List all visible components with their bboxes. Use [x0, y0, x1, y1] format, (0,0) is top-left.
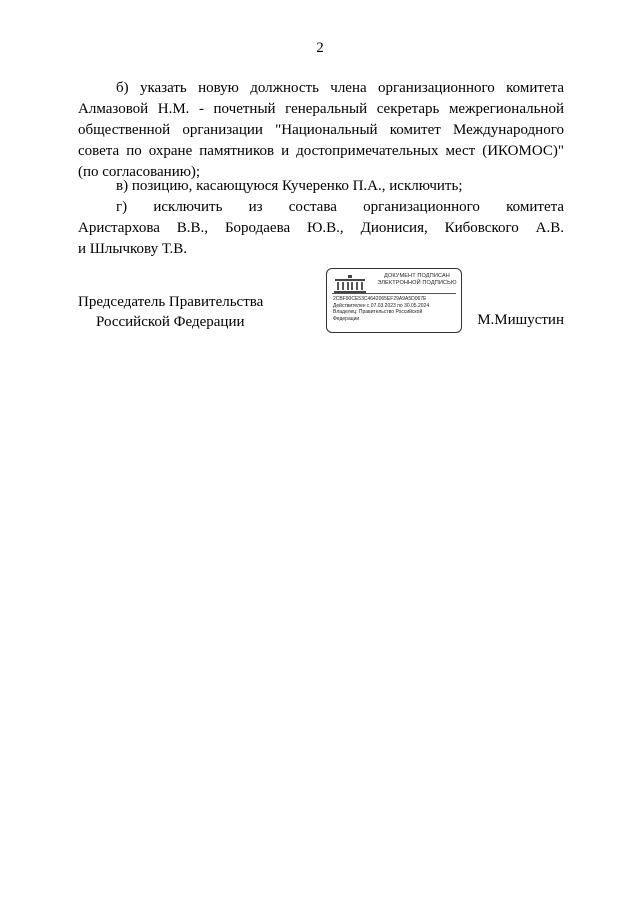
- page-number: 2: [316, 40, 324, 56]
- government-building-icon: [333, 274, 367, 294]
- paragraph-b: б) указать новую должность члена организационного комитета Алмазовой Н.М. - почетный генеральный секретарь межрегиональной общественной организации "Национальный комитет Международного совета по охране памятников и достопримечательных мест (ИКОМОС)" (по согласованию);: [78, 80, 564, 180]
- paragraph-v: в) позицию, касающуюся Кучеренко П.А., исключить;: [116, 178, 463, 194]
- stamp-owner-line1: Владелец: Правительство Российской: [333, 309, 423, 315]
- signatory-name: М.Мишустин: [477, 312, 564, 328]
- position-line2: Российской Федерации: [96, 314, 245, 330]
- paragraph-g-line1: г) исключить из состава организационного комитета: [116, 199, 564, 215]
- paragraph-g-line2: Аристархова В.В., Бородаева Ю.В., Дионисия, Кибовского А.В.: [78, 220, 564, 236]
- position-line1: Председатель Правительства: [78, 294, 264, 310]
- stamp-details: [333, 296, 429, 322]
- stamp-title-line2: ЭЛЕКТРОННОЙ ПОДПИСЬЮ: [377, 280, 457, 286]
- paragraph-g-line3: и Шлычкову Т.В.: [78, 241, 188, 257]
- stamp-title: [373, 273, 461, 287]
- signatory-position: [78, 292, 263, 332]
- electronic-signature-stamp: [326, 268, 462, 333]
- stamp-certificate: 2CBF90CE53C4642065EF29A9A5D067E: [333, 296, 427, 302]
- stamp-owner-line2: Федерации: [333, 315, 360, 322]
- stamp-divider: [332, 293, 456, 294]
- stamp-validity: Действителен с 07.03.2023 по 30.05.2024: [333, 302, 430, 309]
- stamp-title-line1: ДОКУМЕНТ ПОДПИСАН: [384, 273, 450, 279]
- paragraph-g: [78, 197, 564, 260]
